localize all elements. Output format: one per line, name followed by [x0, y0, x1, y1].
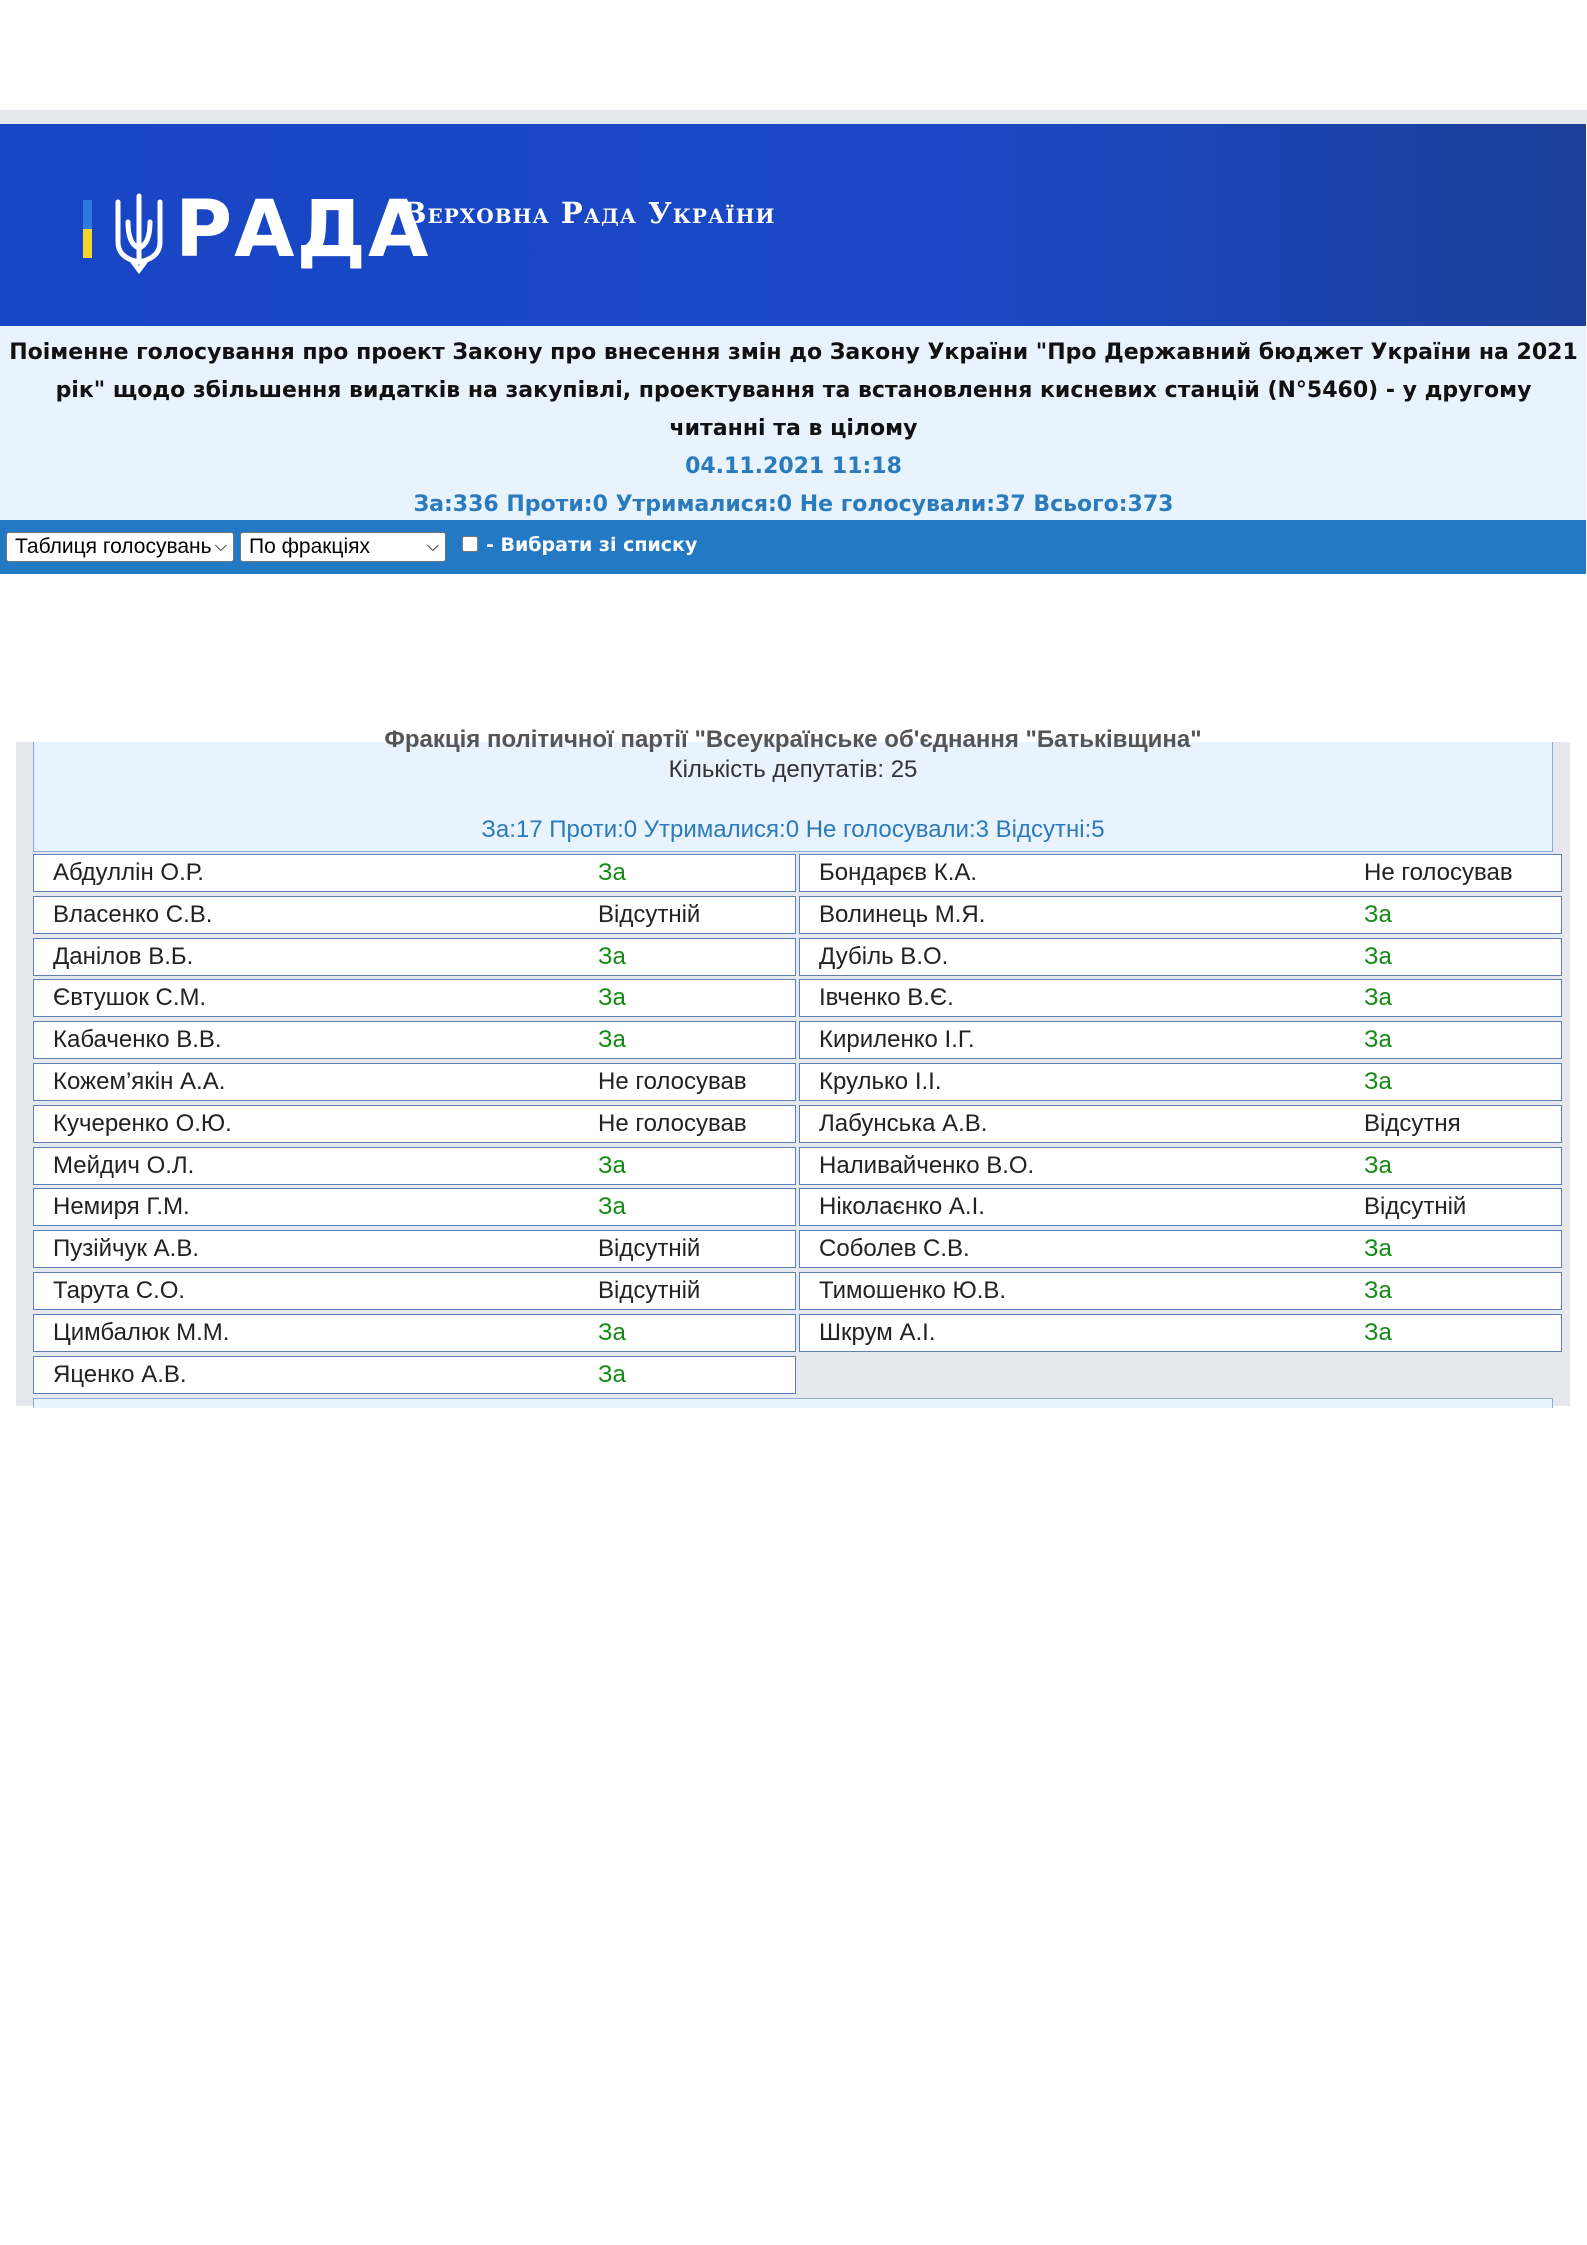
deputy-vote-status: За: [1364, 1152, 1392, 1179]
group-select[interactable]: [240, 532, 446, 562]
faction-name: Фракція політичної партії "Всеукраїнське об'єднання "Батьківщина": [384, 726, 1202, 753]
faction-deputy-count: Кількість депутатів: 25: [668, 756, 918, 783]
deputy-name: Кабаченко В.В.: [53, 1026, 222, 1053]
deputy-row: [33, 896, 796, 934]
deputy-vote-status: За: [1364, 1319, 1392, 1346]
deputy-row: [33, 1230, 796, 1268]
deputy-vote-status: Відсутній: [1364, 1193, 1467, 1220]
chevron-down-icon: ⌵: [426, 538, 439, 555]
deputy-name: Крулько І.І.: [819, 1068, 942, 1095]
deputy-name: Тимошенко Ю.В.: [819, 1277, 1007, 1304]
deputy-name: Ніколаєнко А.І.: [819, 1193, 985, 1220]
deputy-name: Кожем’якін А.А.: [53, 1068, 226, 1095]
deputy-vote-status: Відсутній: [598, 1277, 701, 1304]
deputy-vote-status: За: [1364, 1235, 1392, 1262]
deputy-row: [33, 1188, 796, 1226]
deputy-name: Цимбалюк М.М.: [53, 1319, 230, 1346]
page-top-margin: [0, 0, 1587, 110]
vote-info-panel: [0, 326, 1587, 520]
deputy-vote-status: За: [598, 859, 626, 886]
deputy-vote-status: За: [598, 1361, 626, 1388]
deputy-name: Абдуллін О.Р.: [53, 859, 204, 886]
deputy-name: Євтушок С.М.: [53, 984, 207, 1011]
vote-date: 04.11.2021 11:18: [685, 454, 902, 479]
deputy-vote-status: Не голосував: [1364, 859, 1513, 886]
chevron-down-icon: ⌵: [214, 538, 227, 555]
deputy-row: [799, 1147, 1562, 1185]
deputy-row: [799, 1188, 1562, 1226]
deputy-row: [33, 938, 796, 976]
deputy-row: [799, 1063, 1562, 1101]
deputy-name: Івченко В.Є.: [819, 984, 954, 1011]
deputy-row: [799, 1105, 1562, 1143]
group-select-value: По фракціях: [249, 535, 370, 558]
deputy-name: Тарута С.О.: [53, 1277, 186, 1304]
deputy-name: Яценко А.В.: [53, 1361, 187, 1388]
deputy-vote-status: За: [598, 943, 626, 970]
faction-vote-summary: За:17 Проти:0 Утрималися:0 Не голосували:3 Відсутні:5: [481, 816, 1105, 843]
deputy-name: Мейдич О.Л.: [53, 1152, 195, 1179]
deputy-vote-status: За: [598, 1026, 626, 1053]
view-select[interactable]: [6, 532, 234, 562]
deputy-vote-status: Відсутній: [598, 1235, 701, 1262]
select-from-list-label[interactable]: - Вибрати зі списку: [486, 534, 698, 556]
deputy-vote-status: За: [1364, 901, 1392, 928]
deputy-vote-status: Відсутній: [598, 901, 701, 928]
deputy-row: [799, 1272, 1562, 1310]
deputy-row: [799, 1314, 1562, 1352]
deputy-vote-status: За: [598, 984, 626, 1011]
deputy-name: Немиря Г.М.: [53, 1193, 190, 1220]
deputy-name: Пузійчук А.В.: [53, 1235, 200, 1262]
deputy-name: Данілов В.Б.: [53, 943, 194, 970]
deputy-vote-status: За: [598, 1193, 626, 1220]
deputy-vote-status: За: [1364, 1026, 1392, 1053]
deputy-row: [799, 979, 1562, 1017]
faction-block: [16, 726, 1570, 1406]
deputy-name: Соболев С.В.: [819, 1235, 970, 1262]
deputy-vote-status: За: [1364, 1068, 1392, 1095]
deputy-row: [33, 1021, 796, 1059]
flag-icon: [83, 200, 92, 258]
brand-logo-text[interactable]: РАДА: [175, 185, 431, 275]
toolbar: [0, 520, 1587, 574]
deputy-name: Кучеренко О.Ю.: [53, 1110, 232, 1137]
deputy-row: [799, 1230, 1562, 1268]
deputy-name: Наливайченко В.О.: [819, 1152, 1035, 1179]
top-strip: [0, 110, 1587, 124]
deputy-vote-status: За: [1364, 984, 1392, 1011]
deputy-row: [799, 854, 1562, 892]
deputy-name: Кириленко І.Г.: [819, 1026, 975, 1053]
deputy-vote-status: За: [1364, 1277, 1392, 1304]
deputy-row: [799, 896, 1562, 934]
deputy-row: [33, 1314, 796, 1352]
deputy-row: [33, 854, 796, 892]
deputy-name: Бондарєв К.А.: [819, 859, 978, 886]
deputy-name: Власенко С.В.: [53, 901, 213, 928]
faction-footer: [33, 1398, 1553, 1408]
deputy-row: [33, 1147, 796, 1185]
vote-title: Поіменне голосування про проект Закону про внесення змін до Закону України "Про Державний бюджет України на 2021 рік" щодо збільшення видатків на закупівлі, проектування та встановлення кисневих станцій (N°5460) - у другому читанні та в цілому: [9, 340, 1578, 441]
deputy-name: Волинець М.Я.: [819, 901, 986, 928]
view-select-value: Таблиця голосувань: [15, 535, 212, 558]
faction-header: [33, 726, 1553, 852]
deputy-row: [33, 1272, 796, 1310]
deputy-vote-status: Не голосував: [598, 1110, 747, 1137]
deputy-vote-status: За: [598, 1152, 626, 1179]
deputy-row: [33, 1063, 796, 1101]
deputy-row: [799, 1021, 1562, 1059]
deputy-row: [799, 938, 1562, 976]
deputy-row: [33, 1105, 796, 1143]
deputy-name: Шкрум А.І.: [819, 1319, 936, 1346]
trident-icon: [112, 192, 166, 272]
select-from-list-checkbox[interactable]: [462, 536, 478, 552]
deputy-vote-status: Відсутня: [1364, 1110, 1461, 1137]
vote-totals: За:336 Проти:0 Утрималися:0 Не голосували:37 Всього:373: [413, 492, 1174, 517]
deputy-row: [33, 979, 796, 1017]
deputy-name: Дубіль В.О.: [819, 943, 949, 970]
deputy-row: [33, 1356, 796, 1394]
deputy-name: Лабунська А.В.: [819, 1110, 988, 1137]
deputy-vote-status: За: [1364, 943, 1392, 970]
deputy-vote-status: За: [598, 1319, 626, 1346]
brand-subtitle: Верховна Рада України: [402, 196, 776, 230]
deputy-vote-status: Не голосував: [598, 1068, 747, 1095]
